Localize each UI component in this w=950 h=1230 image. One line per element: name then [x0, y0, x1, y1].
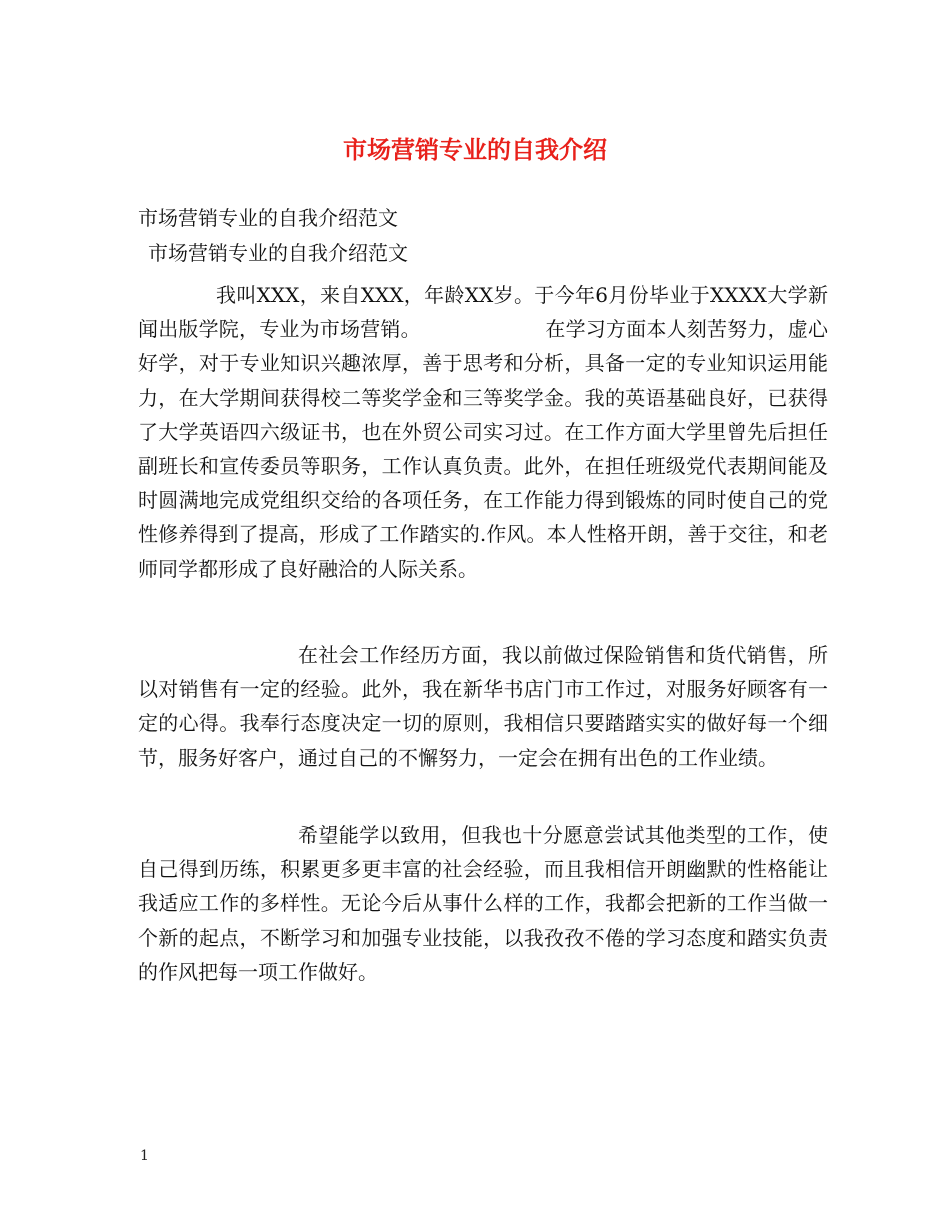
page-number: 1: [140, 1148, 149, 1164]
subtitle-line-1: 市场营销专业的自我介绍范文: [138, 206, 398, 230]
paragraph-1-block: [138, 278, 828, 586]
paragraph-3-block: [138, 818, 828, 989]
paragraph-2-block: [138, 638, 828, 775]
paragraph-3: 希望能学以致用，但我也十分愿意尝试其他类型的工作，使自己得到历练，积累更多更丰富的社会经验，而且我相信开朗幽默的性格能让我适应工作的多样性。无论今后从事什么样的工作，我都会把新的工作当做一个新的起点，不断学习和加强专业技能，以我孜孜不倦的学习态度和踏实负责的作风把每一项工作做好。: [138, 823, 828, 984]
document-title: 市场营销专业的自我介绍: [343, 135, 607, 164]
paragraph-2: 在社会工作经历方面，我以前做过保险销售和货代销售，所以对销售有一定的经验。此外，我在新华书店门市工作过，对服务好顾客有一定的心得。我奉行态度决定一切的原则，我相信只要踏踏实实的做好每一个细节，服务好客户，通过自己的不懈努力，一定会在拥有出色的工作业绩。: [138, 643, 828, 770]
paragraph-1: 我叫XXX，来自XXX，年龄XX岁。于今年6月份毕业于XXXX大学新闻出版学院，专业为市场营销。 在学习方面本人刻苦努力，虚心好学，对于专业知识兴趣浓厚，善于思考和分析，具备一定的专业知识运用能力，在大学期间获得校二等奖学金和三等奖学金。我的英语基础良好，已获得了大学英语四六级证书，也在外贸公司实习过。在工作方面大学里曾先后担任副班长和宣传委员等职务，工作认真负责。此外，在担任班级党代表期间能及时圆满地完成党组织交给的各项任务，在工作能力得到锻炼的同时使自己的党性修养得到了提高，形成了工作踏实的.作风。本人性格开朗，善于交往，和老师同学都形成了良好融洽的人际关系。: [138, 283, 828, 581]
subtitle-line-2: 市场营销专业的自我介绍范文: [148, 241, 408, 265]
